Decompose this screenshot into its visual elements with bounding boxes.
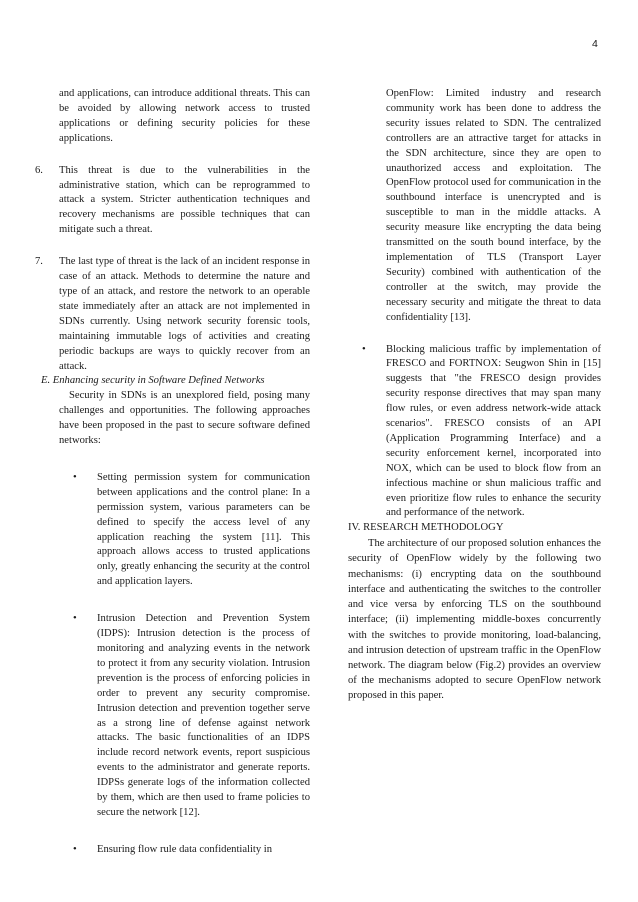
item-text: The last type of threat is the lack of an incident response in case of an attack. Methods to determine the nature and type of an attack, and restore the network to an operable state immediately after an attack are not implemented in SDNs currently. Using network security forensic tools, maintaining immutable logs of activities and creating periodic backups are ways to quickly recover from an attack. (59, 256, 310, 372)
item-number: 7. (35, 256, 43, 268)
bullet-item (35, 612, 310, 821)
page-number: 4 (592, 38, 598, 50)
item-number: 6. (35, 164, 43, 176)
item-text: This threat is due to the vulnerabilities in the administrative station, which can be reprogrammed to attack a system. Stricter authentication techniques and recovery mechanisms are possible techniques that can mitigate such a threat. (59, 164, 310, 236)
bullet-text: Intrusion Detection and Prevention System (IDPS): Intrusion detection is the process of monitoring and analyzing events in the network to protect it from any security violation. Intrusion prevention is the process of enforcing policies in order to prevent any security compromise. Intrusion detection and prevention together serve as a strong line of defense against network attacks. The basic functionalities of an IDPS include record network events, report suspicious events to the administrator and generate reports. IDPSs generate logs of the information collected by them, which are then used to frame policies to secure the network [12]. (97, 613, 310, 818)
bullet-marker: • (73, 471, 77, 483)
bullet-text: Setting permission system for communication between applications and the control plane: In a permission system, various parameters can be defined to specify the access level of any application reaching the system [11]. This approach allows access to trusted applications only, greatly enhancing the security at the control and application layers. (97, 471, 310, 588)
bullet-marker: • (73, 613, 77, 625)
subsection-heading: E. Enhancing security in Software Defined Networks (41, 375, 265, 387)
section-heading: IV. RESEARCH METHODOLOGY (348, 522, 504, 534)
bullet-item (35, 471, 310, 590)
subsection-body: Security in SDNs is an unexplored field, posing many challenges and opportunities. The following approaches have been proposed in the past to secure software defined networks: (59, 390, 310, 447)
left-column (35, 87, 310, 858)
right-column (348, 87, 601, 704)
continuation-paragraph: and applications, can introduce additional threats. This can be avoided by allowing network access to trusted applications or defining security policies for these applications. (59, 88, 310, 144)
bullet-text: Blocking malicious traffic by implementation of FRESCO and FORTNOX: Seugwon Shin in [15] suggests that "the FRESCO design provides security response directives that may span many flow rules, or even address network-wide attack scenarios". FRESCO consists of an API (Application Programming Interface) and a security enforcement kernel, incorporated into NOX, which can be used to block flow from an infectious machine or shun malicious traffic and even prioritize flow rules to enhance the security and performance of the network. (386, 343, 601, 519)
bullet-text: Ensuring flow rule data confidentiality in (97, 843, 273, 855)
bullet-marker: • (362, 343, 366, 355)
continuation-paragraph: OpenFlow: Limited industry and research community work has been done to address the security issues related to SDN. The centralized controllers are an attractive target for attacks in the SDN architecture, since they are open to unauthorized access and exploitation. The OpenFlow protocol used for communication in the southbound interface is unencrypted and is susceptible to man in the middle attacks. A security measure like encrypting the data being transmitted on the south bound interface, by the implementation of TLS (Transport Layer Security) combined with authentication of the controller at the switch, may provide the necessary security and mitigate the threat to data confidentiality [13]. (386, 88, 601, 323)
bullet-marker: • (73, 843, 77, 855)
bullet-item (35, 843, 310, 858)
numbered-item (35, 255, 310, 374)
section-body: The architecture of our proposed solution enhances the security of OpenFlow widely by the following two mechanisms: (i) encrypting data on the southbound interface and authenticating the switches to the controller and vice versa by enforcing TLS on the southbound interface; (ii) implementing middle-boxes concurrently with the switches to provide monitoring, load-balancing, and intrusion detection of upstream traffic in the OpenFlow network. The diagram below (Fig.2) provides an overview of the mechanisms adopted to secure OpenFlow network proposed in this paper. (348, 538, 601, 702)
bullet-item (348, 343, 601, 522)
numbered-item (35, 164, 310, 239)
